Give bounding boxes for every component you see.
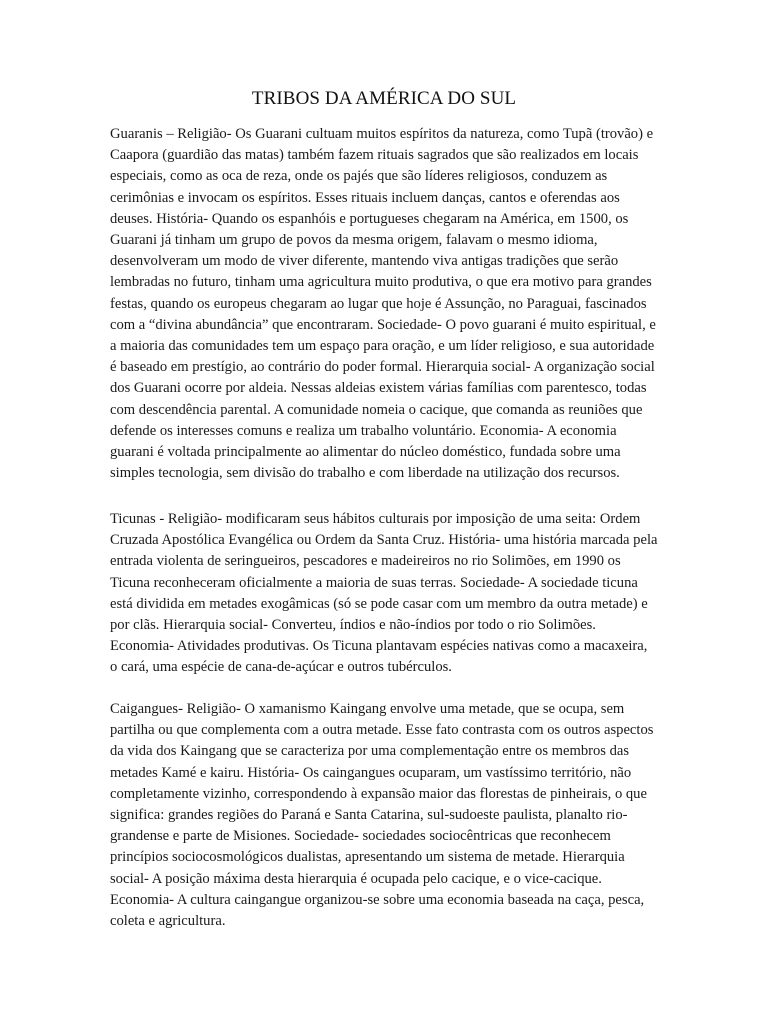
document-title: TRIBOS DA AMÉRICA DO SUL (251, 88, 517, 109)
paragraph-ticunas: Ticunas - Religião- modificaram seus hábitos culturais por imposição de uma seita: Ordem Cruzada Apostólica Evangélica ou Ordem da Santa Cruz. História- uma história marcada pela entrada violenta de seringueiros, pescadores e madeireiros no rio Solimões, em 1990 os Ticuna reconheceram oficialmente a maioria de suas terras. Sociedade- A sociedade ticuna está dividida em metades exogâmicas (só se pode casar com um membro da outra metade) e por clãs. Hierarquia social- Converteu, índios e não-índios por todo o rio Solimões. Economia- Atividades produtivas. Os Ticuna plantavam espécies nativas como a macaxeira, o cará, uma espécie de cana-de-açúcar e outros tubérculos. (110, 511, 658, 676)
paragraph-guaranis: Guaranis – Religião- Os Guarani cultuam muitos espíritos da natureza, como Tupã (trovão) e Caapora (guardião das matas) também fazem rituais sagrados que são realizados em locais especiais, como as oca de reza, onde os pajés que são líderes religiosos, conduzem as cerimônias e invocam os espíritos. Esses rituais incluem danças, cantos e oferendas aos deuses. História- Quando os espanhóis e portugueses chegaram na América, em 1500, os Guarani já tinham um grupo de povos da mesma origem, falavam o mesmo idioma, desenvolveram um modo de viver diferente, mantendo viva antigas tradições que serão lembradas no futuro, tinham uma agricultura muito produtiva, o que era motivo para grandes festas, quando os europeus chegaram ao lugar que hoje é Assunção, no Paraguai, fascinados com a “divina abundância” que encontraram. Sociedade- O povo guarani é muito espiritual, e a maioria das comunidades tem um espaço para oração, e um líder religioso, e sua autoridade é baseado em prestígio, ao contrário do poder formal. Hierarquia social- A organização social dos Guarani ocorre por aldeia. Nessas aldeias existem várias famílias com parentesco, todas com descendência parental. A comunidade nomeia o cacique, que comanda as reuniões que defende os interesses comuns e realiza um trabalho voluntário. Economia- A economia guarani é voltada principalmente ao alimentar do núcleo doméstico, fundada sobre uma simples tecnologia, sem divisão do trabalho e com liberdade na utilização dos recursos. (110, 126, 656, 482)
paragraph-caigangues: Caigangues- Religião- O xamanismo Kaingang envolve uma metade, que se ocupa, sem partilha ou que complementa com a outra metade. Esse fato contrasta com os outros aspectos da vida dos Kaingang que se caracteriza por uma complementação entre os membros das metades Kamé e kairu. História- Os caingangues ocuparam, um vastíssimo território, não completamente vizinho, correspondendo à expansão maior das florestas de pinheirais, o que significa: grandes regiões do Paraná e Santa Catarina, sul-sudoeste paulista, planalto rio-grandense e parte de Misiones. Sociedade- sociedades sociocêntricas que reconhecem princípios sociocosmológicos dualistas, apresentando um sistema de metade. Hierarquia social- A posição máxima desta hierarquia é ocupada pelo cacique, e o vice-cacique. Economia- A cultura caingangue organizou-se sobre uma economia baseada na caça, pesca, coleta e agricultura. (110, 701, 654, 930)
